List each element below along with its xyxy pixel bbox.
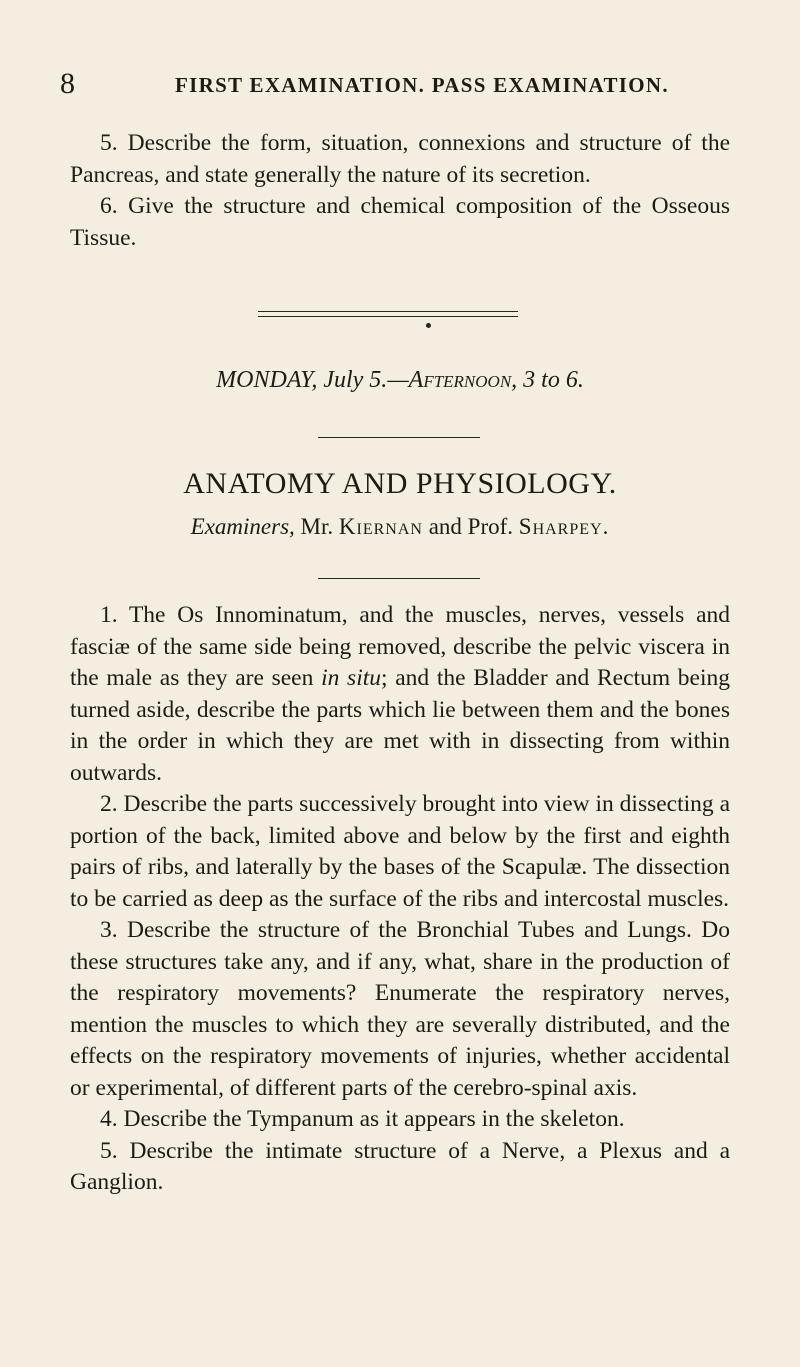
session-day: MONDAY, xyxy=(216,367,318,393)
examiner-name: Kiernan xyxy=(338,514,423,539)
question-number: 1. xyxy=(100,602,118,628)
question-number: 5. xyxy=(100,130,118,156)
question-number: 5. xyxy=(100,1137,118,1164)
questions-rule xyxy=(318,578,480,579)
question-text: Describe the intimate structure of a Nerve, a Plexus and a Ganglion. xyxy=(70,1137,731,1195)
carryover-questions xyxy=(70,128,730,254)
question-item xyxy=(70,1104,730,1136)
session-date: July 5. xyxy=(323,367,388,393)
page-header xyxy=(60,64,760,104)
examiner-prefix: Prof. xyxy=(467,514,514,539)
running-head: FIRST EXAMINATION. PASS EXAMINATION. xyxy=(175,73,669,97)
session-line xyxy=(0,364,800,396)
question-text: Describe the form, situation, connexions and structure of the Pancreas, and state generally the nature of its secretion. xyxy=(70,130,731,188)
question-item xyxy=(70,915,730,1104)
examiners-line xyxy=(0,511,800,543)
question-item xyxy=(70,1136,730,1199)
question-text: ; and the Bladder and Rectum being turned aside, describe the parts which lie between them and the bones in the order in which they are met with in dissecting from within outwards. xyxy=(70,665,731,786)
session-period: Afternoon, xyxy=(408,367,518,393)
examiner-name: Sharpey. xyxy=(518,514,610,539)
page-number: 8 xyxy=(60,67,75,100)
question-item xyxy=(70,789,730,915)
section-title: ANATOMY AND PHYSIOLOGY. xyxy=(183,467,617,500)
question-text: Describe the structure of the Bronchial Tubes and Lungs. Do these structures take any, and if any, what, share in the production of the respiratory movements? Enumerate the respiratory nerves, mention the muscles to which they are severally distributed, and the effects on the respiratory movements of injuries, whether accidental or experimental, of different parts of the cerebro-spinal axis. xyxy=(70,917,730,1101)
question-text: Describe the parts successively brought into view in dissecting a portion of the back, limited above and below by the first and eighth pairs of ribs, and laterally by the bases of the Scapulæ. The dissection to be carried as deep as the surface of the ribs and intercostal muscles. xyxy=(70,791,730,912)
question-text: Give the structure and chemical composition of the Osseous Tissue. xyxy=(70,193,730,251)
ornament-dot xyxy=(426,323,431,328)
double-rule-top xyxy=(258,311,518,312)
question-number: 3. xyxy=(100,917,118,943)
examiners-label: Examiners, xyxy=(190,514,295,539)
question-emphasis: in situ xyxy=(321,665,382,691)
question-number: 4. xyxy=(100,1106,118,1132)
question-number: 2. xyxy=(100,791,118,817)
section-rule xyxy=(318,437,480,438)
question-item xyxy=(70,128,730,191)
session-dash: — xyxy=(387,367,409,393)
question-item xyxy=(70,600,730,789)
question-text: Describe the Tympanum as it appears in the skeleton. xyxy=(123,1106,625,1132)
question-text: The Os Innominatum, and the muscles, nerves, vessels and fasciæ of the same side being removed, describe the pelvic viscera in the male as they are seen xyxy=(70,602,730,691)
examiner-prefix: Mr. xyxy=(300,514,334,539)
session-time: 3 to 6. xyxy=(523,367,584,393)
question-number: 6. xyxy=(100,193,118,219)
questions-list xyxy=(70,600,730,1199)
double-rule-bottom xyxy=(258,316,518,317)
question-item xyxy=(70,191,730,254)
examiners-conjunction: and xyxy=(428,514,462,539)
